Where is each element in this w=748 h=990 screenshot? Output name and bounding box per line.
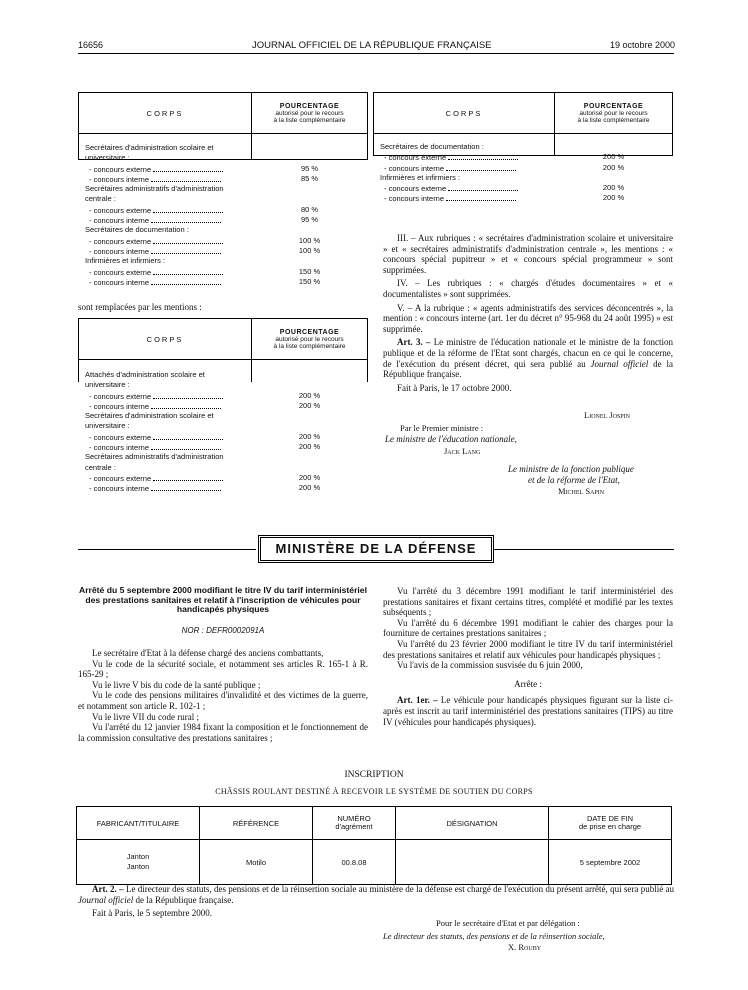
- minister-education: Le ministre de l'éducation nationale,: [385, 434, 517, 444]
- row-value: 150 %: [298, 276, 321, 286]
- article-1: Art. 1er. – Le véhicule pour handicapés physiques figurant sur la liste ci-après est inscrit au tarif interministériel des prestations sanitaires (TIPS) au titre IV (véhicules pour handicapés physiques).: [383, 695, 674, 727]
- row-label: - concours interne: [85, 277, 248, 287]
- visa-paragraph: Vu le code de la sécurité sociale, et notamment ses articles R. 165-1 à R. 165-29 ;: [78, 658, 368, 680]
- row-label: - concours externe: [85, 164, 248, 174]
- row-value: 200 %: [298, 431, 321, 441]
- row-value: 150 %: [298, 266, 321, 276]
- row-value: 200 %: [602, 162, 625, 172]
- table-current-rates: [78, 92, 368, 287]
- dot-leader: [153, 432, 223, 440]
- row-label: Infirmières et infirmiers :: [85, 256, 166, 266]
- row-label: - concours interne: [85, 442, 248, 452]
- row-value: 200 %: [298, 472, 321, 482]
- col-date-fin: DATE DE FIN de prise en charge: [549, 807, 672, 840]
- chassis-heading: CHÂSSIS ROULANT DESTINÉ À RECEVOIR LE SYSTÈME DE SOUTIEN DU CORPS: [215, 787, 533, 796]
- row-label: universitaire :: [85, 153, 130, 163]
- nor-reference: NOR : DEFR0002091A: [181, 626, 265, 635]
- table1-values: [252, 134, 368, 286]
- signature-sapin: Michel Sapin: [558, 486, 605, 496]
- row-label: - concours externe: [85, 432, 248, 442]
- minister-fonction-publique: Le ministre de la fonction publique: [508, 464, 634, 474]
- row-value: 200 %: [298, 483, 321, 493]
- cell-reference: Motilo: [200, 840, 313, 885]
- row-label: - concours interne: [85, 483, 248, 493]
- dot-leader: [153, 267, 223, 275]
- visa-paragraph: Le secrétaire d'Etat à la défense chargé des anciens combattants,: [92, 648, 324, 658]
- arrete-visas-left: [78, 648, 368, 743]
- row-value: [252, 153, 367, 163]
- row-label: centrale :: [85, 194, 116, 204]
- visa-paragraph: Vu le livre VII du code rural ;: [92, 711, 200, 722]
- dot-leader: [446, 193, 516, 201]
- row-label: universitaire :: [85, 380, 130, 390]
- row-value: [252, 143, 367, 153]
- table-new-rates-cont: [373, 92, 673, 204]
- row-label: Secrétaires de documentation :: [85, 225, 189, 235]
- row-value: [252, 225, 367, 235]
- col-numero: NUMÉRO d'agrément: [313, 807, 396, 840]
- dot-leader: [153, 473, 223, 481]
- visa-paragraph: Vu l'arrêté du 3 décembre 1991 modifiant le tarif interministériel des prestations sanitaires et fixant certains titres, complété et modifié par les textes subséquents ;: [383, 586, 673, 618]
- minister-reforme: et de la réforme de l'Etat,: [528, 475, 620, 485]
- paragraph-iv: IV. – Les rubriques : « chargés d'études documentaires » et « documentalistes » sont supprimées.: [383, 278, 673, 299]
- row-label: Secrétaires de documentation :: [380, 142, 484, 151]
- col-pourcentage: POURCENTAGE autorisé pour le recours à la liste complémentaire: [555, 93, 673, 134]
- visa-paragraph: Vu l'arrêté du 12 janvier 1984 fixant la composition et le fonctionnement de la commission consultative des prestations sanitaires ;: [78, 722, 368, 743]
- col-reference: RÉFÉRENCE: [200, 807, 313, 840]
- row-value: [252, 421, 367, 431]
- visa-paragraph: Vu le code des pensions militaires d'invalidité et des victimes de la guerre, et notamment son article R. 102-1 ;: [78, 690, 368, 711]
- cell-designation: [396, 840, 549, 885]
- article-3: Art. 3. – Le ministre de l'éducation nationale et le ministre de la fonction publique et de la réforme de l'Etat sont chargés, chacun en ce qui le concerne, de l'exécution du présent décret, qui sera publié au Journal officiel de la République française.: [383, 337, 674, 380]
- row-label: - concours externe: [380, 183, 551, 193]
- right-column-text: [383, 233, 673, 393]
- row-value: [252, 194, 367, 204]
- row-value: 200 %: [602, 193, 625, 203]
- row-label: - concours externe: [85, 267, 248, 277]
- col-pourcentage: POURCENTAGE autorisé pour le recours à la liste complémentaire: [252, 319, 368, 360]
- signature-lang: Jack Lang: [444, 446, 481, 456]
- dot-leader: [446, 163, 516, 171]
- col-corps: CORPS: [79, 319, 252, 360]
- article-2: Art. 2. – Le directeur des statuts, des pensions et de la réinsertion sociale au ministère de la défense est chargé de l'exécution du présent arrêté, qui sera publié au Journal officiel de la République française. Fait à Paris, le 5 septembre 2000.: [78, 884, 675, 919]
- arrete-visas-right: [383, 586, 673, 727]
- col-fabricant: FABRICANT/TITULAIRE: [77, 807, 200, 840]
- arrete-title: Arrêté du 5 septembre 2000 modifiant le titre IV du tarif interministériel des prestations sanitaires et relatif à l'inscription de véhicules pour handicapés physiques: [79, 585, 367, 615]
- table2-labels: [79, 360, 252, 494]
- cell-fabricant: Janton Janton: [77, 840, 200, 885]
- dot-leader: [153, 236, 223, 244]
- inscription-table: [76, 806, 672, 885]
- arrete-word: Arrête :: [514, 678, 542, 689]
- dot-leader: [153, 205, 223, 213]
- visa-paragraph: Vu le livre V bis du code de la santé publique ;: [92, 679, 261, 690]
- inscription-heading: INSCRIPTION: [344, 770, 404, 780]
- signature-jospin: Lionel Jospin: [584, 410, 630, 420]
- row-label: - concours interne: [85, 174, 248, 184]
- banner-rule-right: [494, 549, 674, 550]
- row-value: 95 %: [300, 163, 319, 173]
- issue-date: 19 octobre 2000: [610, 40, 676, 50]
- row-label: Secrétaires d'administration scolaire et: [85, 411, 214, 421]
- row-value: 200 %: [602, 183, 625, 193]
- row-value: [252, 184, 367, 194]
- table-row: [77, 840, 672, 885]
- paragraph-v: V. – A la rubrique : « agents administratifs des services déconcentrés », la mention : « concours interne (art. 1er du décret n° 95-968 du 24 août 1995) » est supprimée.: [383, 302, 673, 334]
- row-label: - concours externe: [85, 205, 248, 215]
- row-value: [252, 256, 367, 266]
- row-value: 200 %: [298, 400, 321, 410]
- replaced-text: sont remplacées par les mentions :: [78, 302, 202, 312]
- row-value: 200 %: [298, 390, 321, 400]
- row-value: 100 %: [298, 235, 321, 245]
- row-label: universitaire :: [85, 421, 130, 431]
- dot-leader: [153, 164, 223, 172]
- dot-leader: [153, 391, 223, 399]
- dot-leader: [151, 174, 221, 182]
- paragraph-iii: III. – Aux rubriques : « secrétaires d'administration scolaire et universitaire » et « secrétaires administratifs d'administration centrale », les mentions : « concours spécial pupitreur » et « concours spécial programmeur » sont supprimées.: [383, 233, 673, 275]
- visa-paragraph: Vu l'arrêté du 23 février 2000 modifiant le titre IV du tarif interministériel des prestations sanitaires et relatif aux véhicules pour handicapés physiques ;: [383, 638, 673, 660]
- row-value: 100 %: [298, 245, 321, 255]
- dot-leader: [151, 215, 221, 223]
- dot-leader: [151, 277, 221, 285]
- row-label: - concours externe: [85, 473, 248, 483]
- fait-date-2: Fait à Paris, le 5 septembre 2000.: [92, 908, 212, 919]
- table1-labels: [79, 134, 252, 287]
- page-number: 16656: [78, 40, 104, 50]
- dot-leader: [448, 152, 518, 160]
- row-label: - concours interne: [85, 246, 248, 256]
- visa-paragraph: Vu l'avis de la commission susvisée du 6 juin 2000,: [397, 660, 583, 671]
- table3-labels: [374, 134, 555, 204]
- directeur-statuts: Le directeur des statuts, des pensions et de la réinsertion sociale,: [383, 931, 605, 941]
- dot-leader: [151, 401, 221, 409]
- dot-leader: [448, 183, 518, 191]
- row-label: - concours externe: [85, 391, 248, 401]
- cell-numero: 00.8.08: [313, 840, 396, 885]
- journal-title: JOURNAL OFFICIEL DE LA RÉPUBLIQUE FRANÇAISE: [252, 40, 492, 51]
- row-label: - concours interne: [380, 193, 551, 203]
- visa-paragraph: Vu l'arrêté du 6 décembre 1991 modifiant le cahier des charges pour la fourniture de certaines prestations sanitaires ;: [383, 617, 673, 639]
- row-value: [252, 452, 367, 462]
- ministry-banner: MINISTÈRE DE LA DÉFENSE: [258, 535, 494, 563]
- banner-rule-left: [78, 549, 256, 550]
- row-label: - concours interne: [380, 163, 551, 173]
- row-label: Secrétaires d'administration scolaire et: [85, 143, 214, 152]
- col-corps: CORPS: [79, 93, 252, 134]
- par-premier-ministre: Par le Premier ministre :: [400, 423, 484, 433]
- table-new-rates: [78, 318, 368, 494]
- dot-leader: [151, 442, 221, 450]
- row-value: [252, 380, 367, 390]
- row-value: [555, 142, 672, 152]
- dot-leader: [151, 483, 221, 491]
- table3-values: [555, 134, 673, 203]
- row-value: 95 %: [300, 215, 319, 225]
- row-value: [555, 173, 672, 183]
- pour-delegation: Pour le secrétaire d'Etat et par délégation :: [436, 918, 580, 928]
- row-value: [252, 411, 367, 421]
- row-label: Secrétaires administratifs d'administration: [85, 184, 224, 194]
- col-corps: CORPS: [374, 93, 555, 134]
- row-value: [252, 463, 367, 473]
- col-designation: DÉSIGNATION: [396, 807, 549, 840]
- row-label: - concours interne: [85, 401, 248, 411]
- col-pourcentage: POURCENTAGE autorisé pour le recours à la liste complémentaire: [252, 93, 368, 134]
- header-rule: [78, 53, 674, 54]
- row-label: centrale :: [85, 462, 116, 472]
- row-value: 200 %: [602, 152, 625, 162]
- row-label: Attachés d'administration scolaire et: [85, 370, 205, 379]
- signature-rouby: X. Rouby: [508, 942, 542, 952]
- fait-date: Fait à Paris, le 17 octobre 2000.: [397, 382, 512, 393]
- row-label: - concours interne: [85, 215, 248, 225]
- row-value: 85 %: [300, 173, 319, 183]
- row-label: - concours externe: [380, 152, 551, 162]
- table2-values: [252, 360, 368, 493]
- cell-date-fin: 5 septembre 2002: [549, 840, 672, 885]
- row-value: 80 %: [300, 204, 319, 214]
- row-label: Infirmières et infirmiers :: [380, 172, 461, 182]
- row-label: - concours externe: [85, 236, 248, 246]
- row-value: [252, 370, 367, 380]
- row-value: 200 %: [298, 442, 321, 452]
- dot-leader: [151, 246, 221, 254]
- row-label: Secrétaires administratifs d'administration: [85, 452, 224, 462]
